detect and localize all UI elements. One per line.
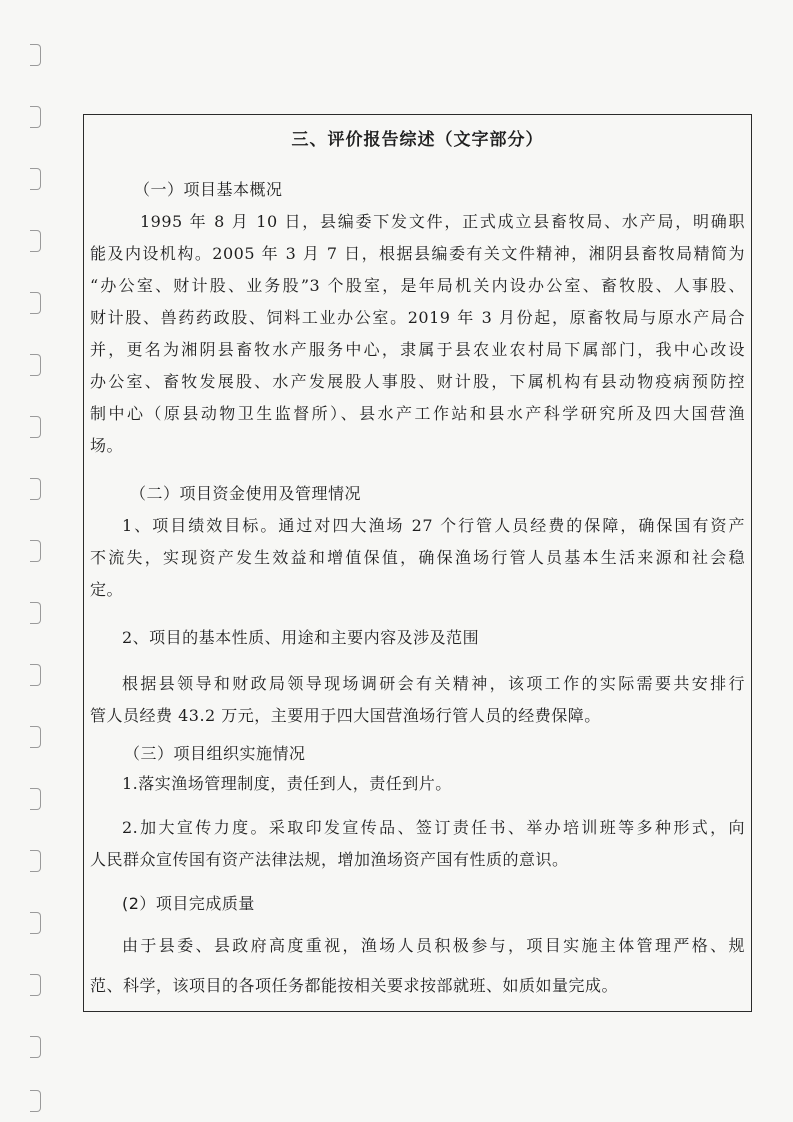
paragraph-line: 1.落实渔场管理制度，责任到人，责任到片。	[122, 774, 452, 793]
paragraph-line: 能及内设机构。2005 年 3 月 7 日，根据县编委有关文件精神，湘阴县畜牧局精简为	[90, 244, 745, 263]
binding-hole	[30, 292, 41, 314]
binding-hole	[30, 540, 41, 562]
paragraph-line: 人民群众宣传国有资产法律法规，增加渔场资产国有性质的意识。	[90, 850, 569, 869]
paragraph-line: 不流失，实现资产发生效益和增值保值，确保渔场行管人员基本生活来源和社会稳	[90, 548, 745, 567]
section-heading: （一）项目基本概况	[134, 180, 283, 199]
paragraph-line: 财计股、兽药药政股、饲料工业办公室。2019 年 3 月份起，原畜牧局与原水产局合	[90, 308, 745, 327]
paragraph-line: 范、科学，该项目的各项任务都能按相关要求按部就班、如质如量完成。	[90, 976, 619, 995]
binding-hole	[30, 850, 41, 872]
binding-hole	[30, 1036, 41, 1058]
paragraph-line: 并，更名为湘阴县畜牧水产服务中心，隶属于县农业农村局下属部门，我中心改设	[90, 340, 745, 359]
binding-hole	[30, 912, 41, 934]
paragraph-line: 1995 年 8 月 10 日，县编委下发文件，正式成立县畜牧局、水产局，明确职	[140, 212, 745, 231]
report-title: 三、评价报告综述（文字部分）	[291, 130, 544, 150]
binding-hole	[30, 664, 41, 686]
binding-edge	[0, 0, 70, 1122]
paragraph-line: 根据县领导和财政局领导现场调研会有关精神，该项工作的实际需要共安排行	[122, 674, 745, 693]
paragraph-line: 办公室、畜牧发展股、水产发展股人事股、财计股，下属机构有县动物疫病预防控	[90, 372, 745, 391]
binding-hole	[30, 106, 41, 128]
paragraph-line: 2、项目的基本性质、用途和主要内容及涉及范围	[122, 628, 480, 647]
binding-hole	[30, 44, 41, 66]
paragraph-line: 1、项目绩效目标。通过对四大渔场 27 个行管人员经费的保障，确保国有资产	[122, 516, 745, 535]
paragraph-line: 管人员经费 43.2 万元，主要用于四大国营渔场行管人员的经费保障。	[90, 706, 601, 725]
section-heading: (2）项目完成质量	[122, 894, 255, 913]
binding-hole	[30, 602, 41, 624]
paragraph-line: 定。	[90, 580, 124, 599]
section-heading: （二）项目资金使用及管理情况	[130, 484, 362, 503]
binding-hole	[30, 788, 41, 810]
binding-hole	[30, 416, 41, 438]
binding-hole	[30, 354, 41, 376]
paragraph-line: 制中心（原县动物卫生监督所）、县水产工作站和县水产科学研究所及四大国营渔	[90, 404, 745, 423]
binding-hole	[30, 726, 41, 748]
paragraph-line: 2.加大宣传力度。采取印发宣传品、签订责任书、举办培训班等多种形式，向	[122, 818, 745, 837]
binding-hole	[30, 1090, 41, 1112]
binding-hole	[30, 230, 41, 252]
paragraph-line: 由于县委、县政府高度重视，渔场人员积极参与，项目实施主体管理严格、规	[122, 936, 745, 955]
binding-hole	[30, 974, 41, 996]
section-heading: （三）项目组织实施情况	[124, 744, 306, 763]
binding-hole	[30, 168, 41, 190]
paragraph-line: “办公室、财计股、业务股”3 个股室，是年局机关内设办公室、畜牧股、人事股、	[90, 276, 745, 295]
binding-hole	[30, 478, 41, 500]
paragraph-line: 场。	[90, 436, 124, 455]
report-frame	[83, 114, 752, 1012]
